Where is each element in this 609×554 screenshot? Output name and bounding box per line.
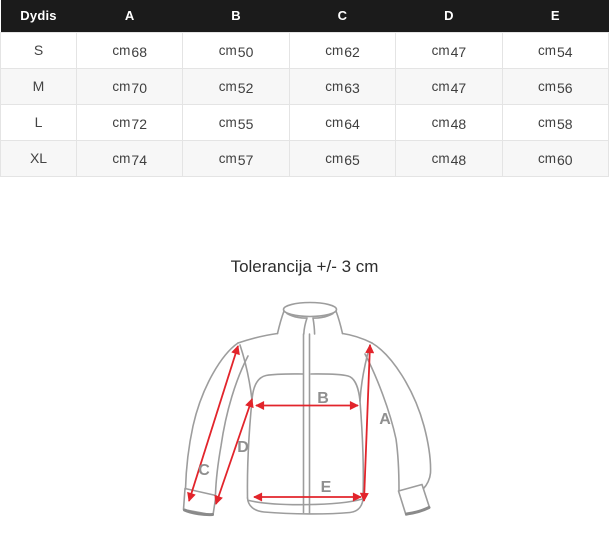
header-size: Dydis <box>1 0 77 32</box>
measure-cell <box>289 32 395 68</box>
header-d: D <box>396 0 502 32</box>
table-row <box>1 68 609 104</box>
unit-label: cm <box>431 115 450 130</box>
size-label-cell: M <box>1 68 77 104</box>
header-e: E <box>502 0 608 32</box>
measure-value: 63 <box>344 80 360 96</box>
measure-cell <box>77 32 183 68</box>
jacket-diagram-svg <box>155 296 455 554</box>
measure-cell <box>183 140 289 176</box>
measure-cell <box>502 140 608 176</box>
measure-cell <box>77 68 183 104</box>
measure-cell <box>183 32 289 68</box>
unit-label: cm <box>325 151 344 166</box>
jacket-measurement-diagram <box>0 296 609 554</box>
measure-value: 47 <box>450 44 467 60</box>
size-chart-table <box>0 0 609 177</box>
tolerance-note: Tolerancija +/- 3 cm <box>230 256 379 276</box>
measure-value: 48 <box>450 152 467 168</box>
measure-value: 57 <box>237 152 254 168</box>
unit-label: cm <box>218 79 237 94</box>
table-row <box>1 104 609 140</box>
measure-value: 70 <box>131 80 147 96</box>
measure-cell <box>502 104 608 140</box>
measure-cell <box>396 68 502 104</box>
measure-cell <box>183 104 289 140</box>
unit-label: cm <box>537 79 556 94</box>
measure-value: 52 <box>237 80 254 96</box>
header-c: C <box>289 0 395 32</box>
measure-cell <box>396 140 502 176</box>
size-label-cell: S <box>1 32 77 68</box>
measure-value: 60 <box>556 152 573 168</box>
unit-label: cm <box>112 151 131 166</box>
size-label-cell: L <box>1 104 77 140</box>
measure-cell <box>396 104 502 140</box>
measure-label-d: D <box>236 438 249 456</box>
measure-label-a: A <box>378 410 391 428</box>
measure-value: 54 <box>556 44 573 60</box>
measure-value: 72 <box>131 116 147 132</box>
unit-label: cm <box>112 79 131 94</box>
measure-value: 68 <box>131 44 147 60</box>
measure-cell <box>289 68 395 104</box>
table-header-row <box>1 0 609 32</box>
measure-cell <box>183 68 289 104</box>
unit-label: cm <box>218 115 237 130</box>
unit-label: cm <box>431 43 450 58</box>
table-row <box>1 140 609 176</box>
header-a: A <box>77 0 183 32</box>
measure-cell <box>77 104 183 140</box>
measure-label-e: E <box>320 478 331 496</box>
table-row <box>1 32 609 68</box>
measure-value: 62 <box>344 44 360 60</box>
measure-value: 48 <box>450 116 467 132</box>
measure-value: 47 <box>450 80 467 96</box>
measure-label-b: B <box>316 389 329 407</box>
measure-arrow-c <box>189 346 238 501</box>
unit-label: cm <box>537 151 556 166</box>
measure-cell <box>289 140 395 176</box>
measure-cell <box>289 104 395 140</box>
unit-label: cm <box>431 79 450 94</box>
measure-value: 74 <box>131 152 147 168</box>
measure-value: 65 <box>344 152 360 168</box>
unit-label: cm <box>325 79 344 94</box>
unit-label: cm <box>112 115 131 130</box>
measure-cell <box>77 140 183 176</box>
measure-value: 50 <box>237 44 254 60</box>
unit-label: cm <box>431 151 450 166</box>
measure-cell <box>396 32 502 68</box>
measure-cell <box>502 68 608 104</box>
unit-label: cm <box>325 43 344 58</box>
header-b: B <box>183 0 289 32</box>
measure-value: 58 <box>556 116 573 132</box>
jacket-outline <box>183 302 430 515</box>
measure-cell <box>502 32 608 68</box>
measure-label-c: C <box>197 461 210 479</box>
unit-label: cm <box>325 115 344 130</box>
measure-value: 55 <box>237 116 254 132</box>
size-label-cell: XL <box>1 140 77 176</box>
measure-value: 64 <box>344 116 360 132</box>
unit-label: cm <box>112 43 131 58</box>
measure-value: 56 <box>556 80 573 96</box>
unit-label: cm <box>218 43 237 58</box>
unit-label: cm <box>218 151 237 166</box>
unit-label: cm <box>537 43 556 58</box>
unit-label: cm <box>537 115 556 130</box>
